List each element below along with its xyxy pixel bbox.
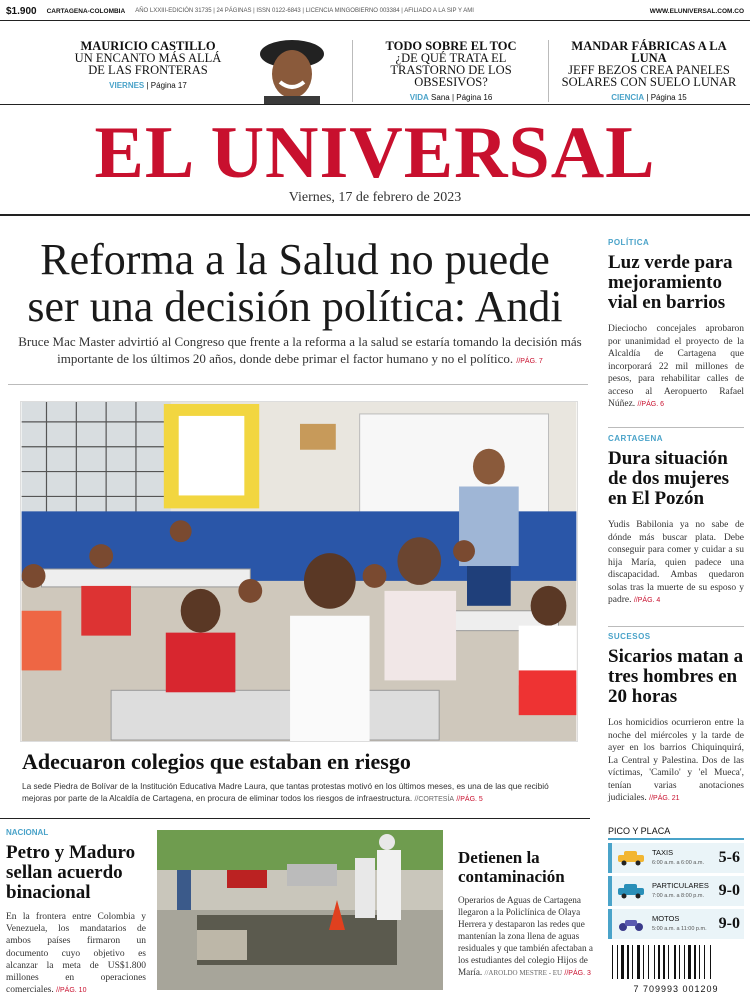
flooded-street-photo bbox=[157, 830, 443, 990]
barcode bbox=[608, 945, 744, 994]
photo-credit: //AROLDO MESTRE - EU bbox=[484, 969, 563, 977]
photo-caption-text: La sede Piedra de Bolívar de la Institución Educativa Madre Laura, que tantas protestas motivó en los últimos meses, es una de las que recibió mejoras por parte de la Alcaldía de Cartagena, en procura de eliminar todos los riesgos de infraestructura. bbox=[22, 781, 549, 803]
story-headline: Luz verde para mejoramiento vial en barrios bbox=[608, 252, 733, 313]
teaser-2[interactable] bbox=[358, 40, 544, 104]
teaser-3[interactable] bbox=[556, 40, 742, 104]
story-body bbox=[6, 911, 146, 997]
car-icon bbox=[616, 883, 646, 899]
teaser-1[interactable] bbox=[68, 40, 228, 92]
pico-hours: 6:00 a.m. a 6:00 a.m. bbox=[652, 860, 704, 866]
pico-label: TAXIS bbox=[652, 848, 674, 857]
portrait-image bbox=[250, 40, 334, 104]
page-ref: //PÁG. 21 bbox=[649, 795, 680, 802]
pico-hours: 5:00 a.m. a 11:00 p.m. bbox=[652, 926, 707, 932]
divider bbox=[0, 20, 750, 21]
pico-label: PARTICULARES bbox=[652, 881, 709, 890]
city: CARTAGENA-COLOMBIA bbox=[46, 7, 126, 15]
pico-row-particulares bbox=[608, 876, 744, 906]
pico-hours: 7:00 a.m. a 8:00 p.m. bbox=[652, 893, 704, 899]
photo-caption bbox=[22, 780, 580, 806]
page-ref: //PÁG. 4 bbox=[633, 597, 661, 604]
story-headline: Detienen la contaminación bbox=[458, 848, 565, 886]
issue-date: Viernes, 17 de febrero de 2023 bbox=[288, 190, 462, 205]
teaser-section: VIERNES bbox=[109, 81, 145, 90]
story-body bbox=[458, 894, 594, 980]
teaser-title: MANDAR FÁBRICAS A LA LUNA bbox=[571, 39, 727, 65]
pico-label: MOTOS bbox=[652, 914, 680, 923]
edition-info: AÑO LXXIII-EDICIÓN 31735 | 24 PÁGINAS | ISSN 0122-6843 | LICENCIA MINGOBIERNO 003384 | AFILIADO A LA SIP Y AMI bbox=[135, 8, 474, 14]
divider bbox=[352, 40, 353, 102]
right-story-1[interactable] bbox=[608, 238, 744, 412]
story-body-text: Yudis Babilonia ya no sabe de dónde más buscar plata. Debe conseguir para comer y cuidar a su hija María, quien padece una discapacidad. Ambas quedaron solas tras la muerte de su esposo y padre. bbox=[608, 520, 744, 605]
page-ref: //PÁG. 6 bbox=[637, 401, 665, 408]
barcode-number: 7 709993 001209 bbox=[633, 984, 719, 994]
teaser-section: CIENCIA bbox=[611, 93, 645, 102]
teaser-title: MAURICIO CASTILLO bbox=[80, 39, 216, 53]
pico-y-placa-box bbox=[608, 826, 744, 936]
story-body-text: Dieciocho concejales aprobaron por unanimidad el proyecto de la Alcaldía de Cartagena que incorporará 22 mil millones de pesos, para rehabilitar calles de acceso al Aeropuerto Rafael Núñez. bbox=[608, 324, 744, 409]
main-subhead bbox=[10, 333, 590, 370]
page-ref: //PÁG. 5 bbox=[456, 796, 483, 803]
classroom-photo bbox=[20, 401, 578, 742]
divider bbox=[0, 818, 590, 819]
divider bbox=[0, 104, 750, 105]
pico-row-motos bbox=[608, 909, 744, 939]
pico-value: 9-0 bbox=[718, 915, 740, 932]
story-body-text: Operarios de Aguas de Cartagena llegaron a la Policlínica de Olaya Herrera y destaparon las redes que mantenían la zona llena de aguas residuales y que también afectaban a los estudiantes del colegio Hijos de María. bbox=[458, 895, 593, 977]
story-body bbox=[608, 519, 744, 608]
teaser-page: | Página 17 bbox=[146, 81, 187, 90]
pico-value: 9-0 bbox=[718, 882, 740, 899]
page-ref: //PÁG. 3 bbox=[564, 970, 591, 977]
masthead-logo: EL UNIVERSAL bbox=[94, 112, 656, 194]
page-ref: //PÁG. 10 bbox=[56, 987, 87, 995]
teaser-title: TODO SOBRE EL TOC bbox=[385, 39, 517, 53]
main-subhead-text: Bruce Mac Master advirtió al Congreso que frente a la reforma a la salud se estaría tomando la decisión más importante de los últimos 20 años, donde debe primar el factor humano y no el político. bbox=[18, 334, 582, 366]
story-body-text: En la frontera entre Colombia y Venezuela, los mandatarios de ambos países firmaron un documento cuyo objetivo es alcanzar la meta de US$1.800 millones en operaciones comerciales. bbox=[6, 912, 146, 996]
teaser-sub: JEFF BEZOS CREA PANELES SOLARES CON SUELO LUNAR bbox=[561, 63, 737, 89]
barcode-bars bbox=[608, 945, 744, 979]
teaser-page: | Página 15 bbox=[646, 93, 687, 102]
section-kicker: POLÍTICA bbox=[608, 238, 650, 247]
teaser-sub: ¿DE QUÉ TRATA EL TRASTORNO DE LOS OBSESIVOS? bbox=[390, 51, 512, 89]
right-story-2[interactable] bbox=[608, 434, 744, 608]
bottom-story-left[interactable] bbox=[6, 828, 146, 997]
divider bbox=[608, 427, 744, 428]
pico-y-placa-title: PICO Y PLACA bbox=[608, 826, 744, 840]
teaser-sub: UN ENCANTO MÁS ALLÁ DE LAS FRONTERAS bbox=[74, 51, 222, 77]
divider bbox=[0, 214, 750, 216]
teaser-page: | Página 16 bbox=[451, 93, 493, 102]
teaser-section: VIDA bbox=[409, 93, 429, 102]
photo-headline[interactable]: Adecuaron colegios que estaban en riesgo bbox=[22, 749, 411, 774]
website-link[interactable]: WWW.ELUNIVERSAL.COM.CO bbox=[649, 7, 744, 15]
story-headline: Dura situación de dos mujeres en El Pozón bbox=[608, 448, 730, 509]
pico-value: 5-6 bbox=[718, 849, 740, 866]
photo-credit: //CORTESÍA bbox=[414, 796, 455, 803]
price: $1.900 bbox=[6, 5, 37, 17]
motorcycle-icon bbox=[616, 916, 646, 932]
divider bbox=[548, 40, 549, 102]
page-ref: //PÁG. 7 bbox=[516, 358, 543, 365]
divider bbox=[608, 626, 744, 627]
story-body bbox=[608, 717, 744, 806]
divider bbox=[8, 384, 588, 385]
bottom-story-middle[interactable] bbox=[458, 848, 594, 980]
right-story-3[interactable] bbox=[608, 632, 744, 806]
main-headline[interactable]: Reforma a la Salud no puede ser una decisión política: Andi bbox=[27, 235, 563, 331]
taxi-icon bbox=[616, 850, 646, 866]
story-headline: Petro y Maduro sellan acuerdo binacional bbox=[6, 842, 136, 903]
story-body bbox=[608, 323, 744, 412]
top-info-bar bbox=[6, 4, 744, 18]
section-kicker: NACIONAL bbox=[6, 828, 49, 837]
section-kicker: SUCESOS bbox=[608, 632, 651, 641]
section-kicker: CARTAGENA bbox=[608, 434, 664, 443]
pico-row-taxis bbox=[608, 843, 744, 873]
story-headline: Sicarios matan a tres hombres en 20 horas bbox=[608, 646, 744, 707]
teaser-section-2: Sana bbox=[431, 93, 450, 102]
story-body-text: Los homicidios ocurrieron entre la noche del miércoles y la tarde de ayer en los barrios Chiquinquirá, La Central y Palestina. Dos de las víctimas, 'Camilo' y 'el Mueca', tenían varias anotaciones judiciales. bbox=[608, 718, 744, 803]
